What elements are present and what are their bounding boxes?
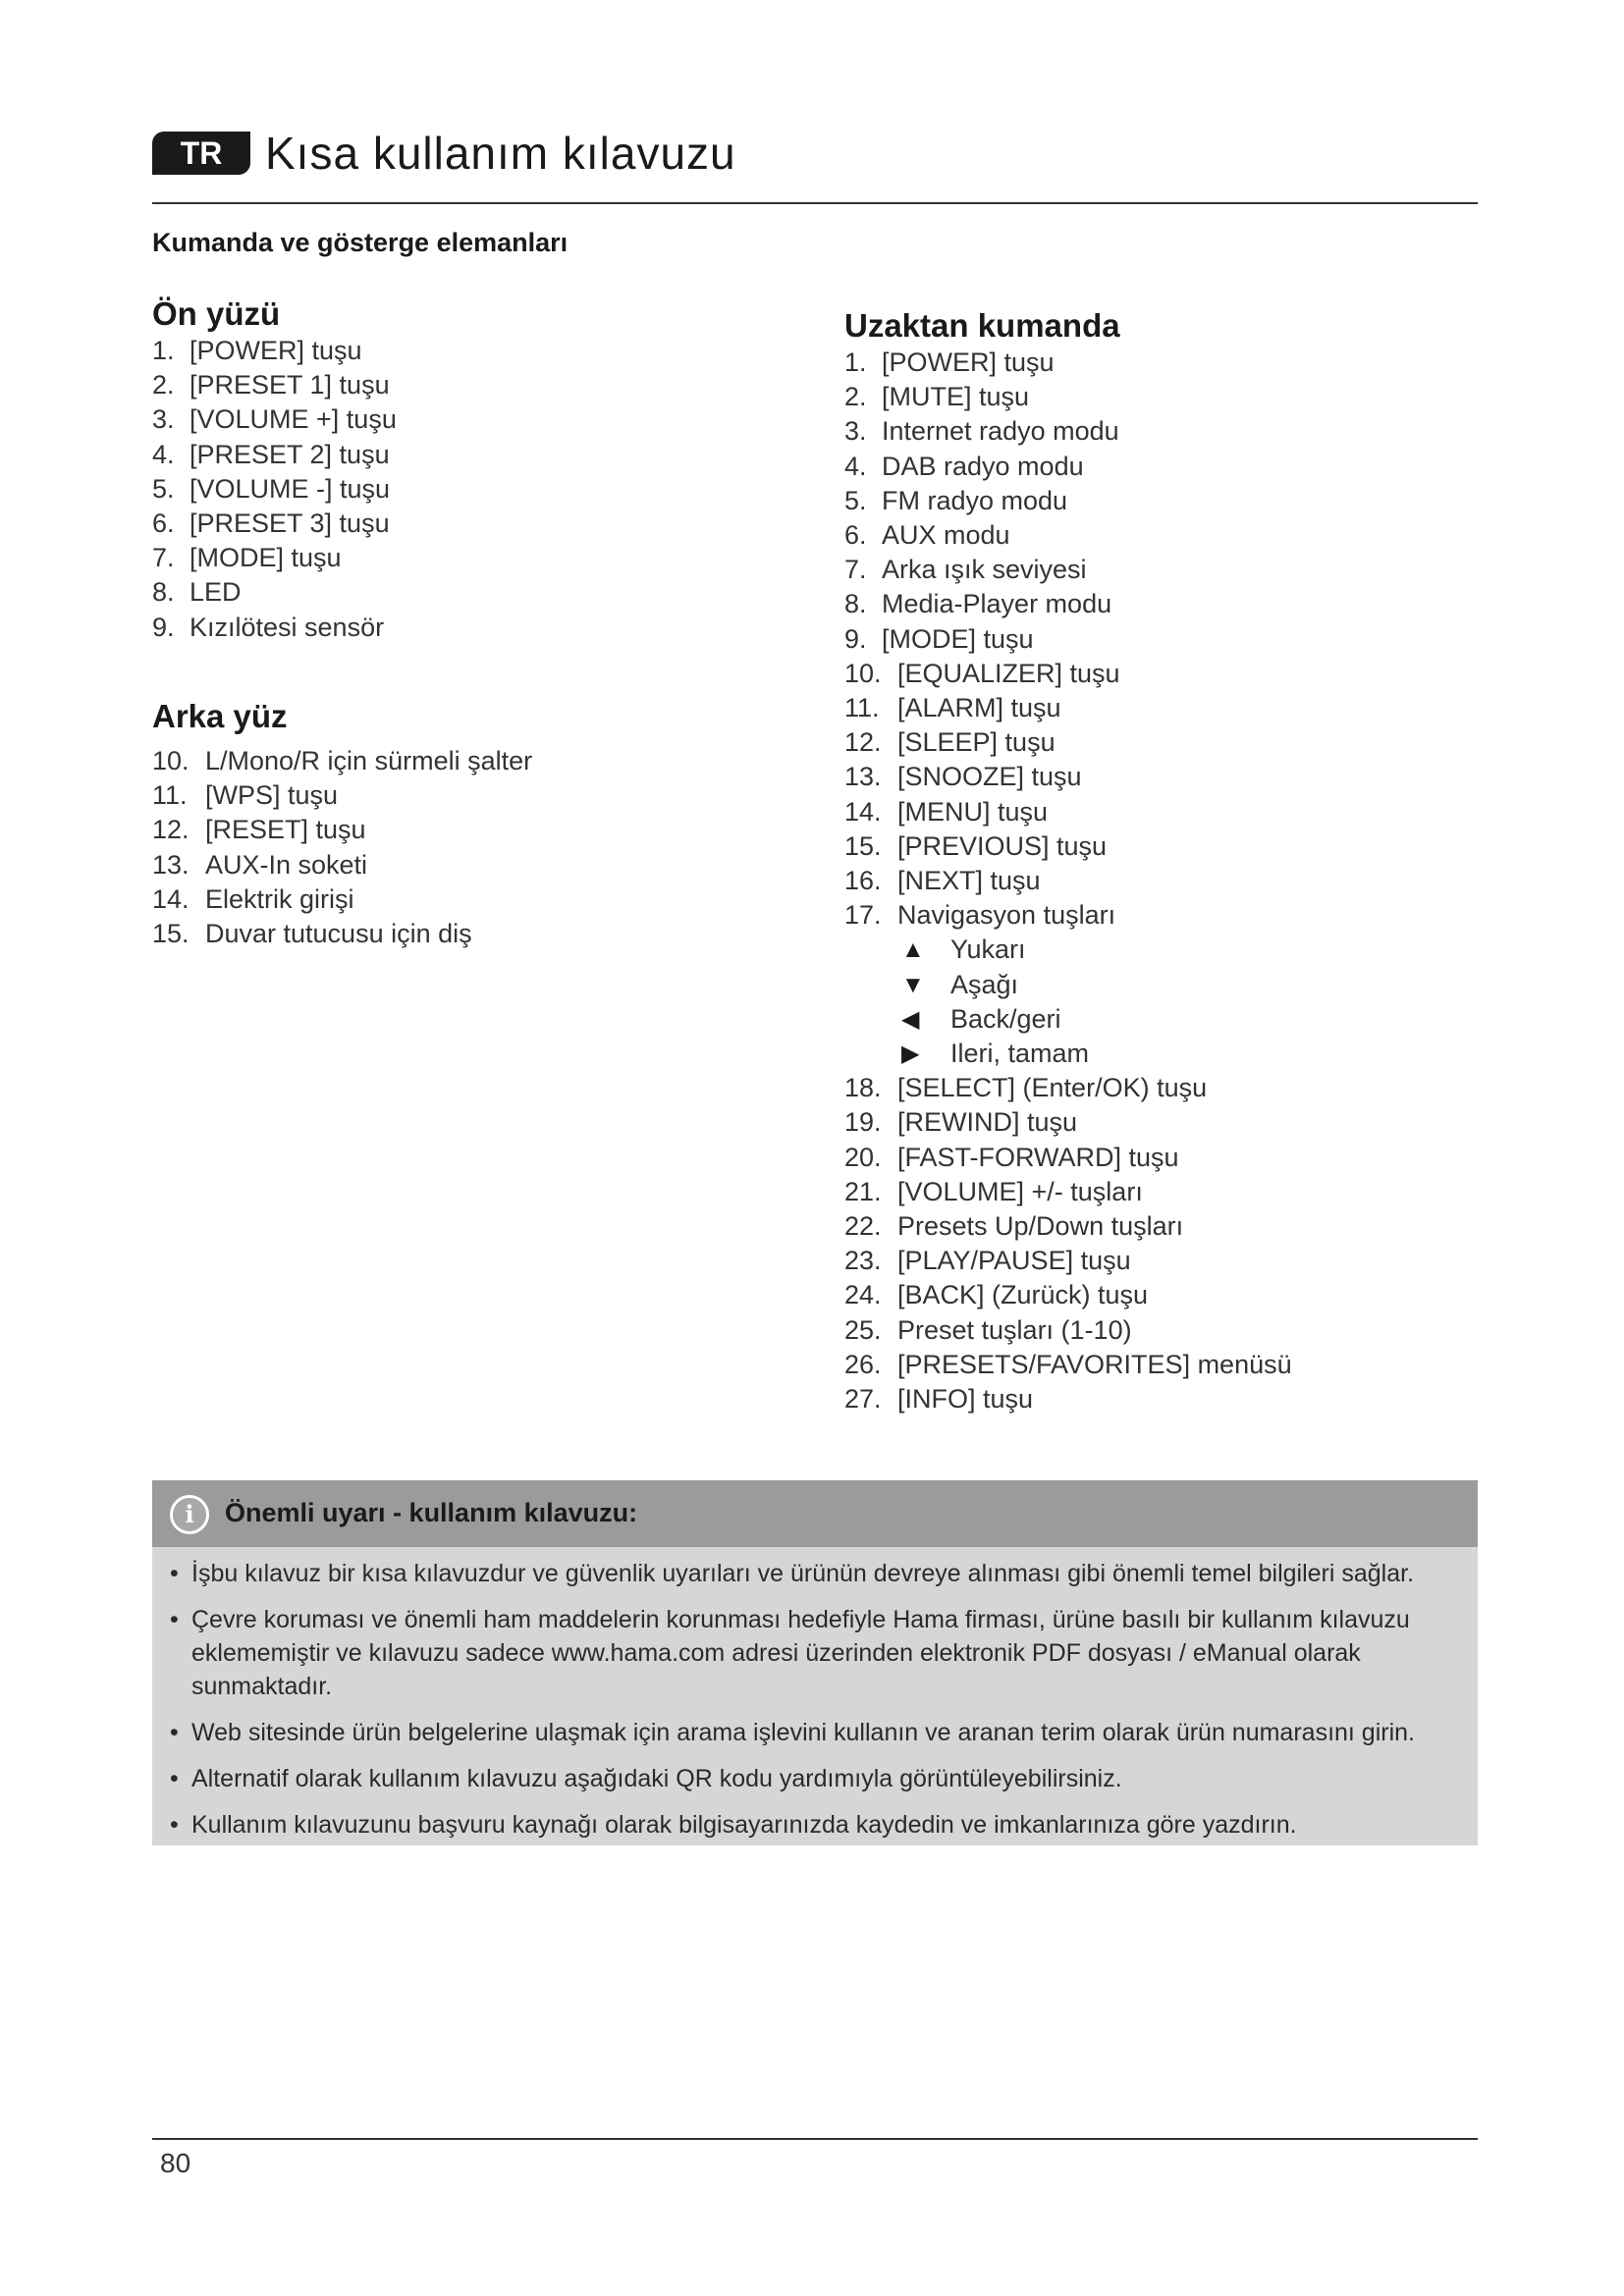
- item-text: Kızılötesi sensör: [189, 612, 385, 642]
- item-text: Elektrik girişi: [205, 883, 354, 914]
- item-text: [EQUALIZER] tuşu: [897, 658, 1120, 688]
- list-item: [844, 795, 1292, 829]
- list-item: [152, 438, 397, 472]
- nav-key-label: Aşağı: [950, 969, 1019, 999]
- list-item: [844, 657, 1292, 691]
- list-item: [152, 813, 532, 847]
- item-number: 15.: [844, 830, 882, 861]
- arrow-icon: ◀: [901, 1005, 920, 1033]
- item-text: [FAST-FORWARD] tuşu: [897, 1142, 1179, 1172]
- item-text: [MUTE] tuşu: [882, 382, 1030, 412]
- list-item: [844, 1209, 1292, 1244]
- item-text: [ALARM] tuşu: [897, 693, 1061, 723]
- item-number: 2.: [844, 382, 867, 412]
- nav-key-item: [844, 933, 1292, 967]
- item-number: 11.: [844, 693, 880, 723]
- list-item: [844, 1313, 1292, 1348]
- item-number: 19.: [844, 1107, 882, 1138]
- list-item: [844, 691, 1292, 725]
- list-item: [844, 1071, 1292, 1105]
- list-item: [844, 553, 1292, 587]
- item-number: 8.: [152, 577, 175, 608]
- remote-section: [844, 306, 1292, 1416]
- item-text: Navigasyon tuşları: [897, 900, 1116, 931]
- item-number: 1.: [844, 347, 867, 377]
- remote-list-end: [844, 1071, 1292, 1416]
- list-item: [844, 1278, 1292, 1312]
- list-item: [152, 368, 397, 402]
- nav-key-label: Ileri, tamam: [950, 1039, 1090, 1069]
- list-item: [844, 725, 1292, 760]
- item-number: 16.: [844, 866, 882, 896]
- list-item: [152, 882, 532, 917]
- item-number: 3.: [844, 416, 867, 447]
- item-text: [VOLUME +] tuşu: [189, 404, 397, 435]
- list-item: [152, 472, 397, 507]
- item-text: [SLEEP] tuşu: [897, 727, 1056, 758]
- item-number: 14.: [844, 796, 882, 827]
- list-item: [844, 864, 1292, 898]
- item-number: 22.: [844, 1211, 882, 1242]
- list-item: [844, 829, 1292, 864]
- item-number: 7.: [844, 555, 867, 585]
- item-text: [POWER] tuşu: [189, 336, 362, 365]
- item-number: 13.: [844, 762, 882, 792]
- list-item: [844, 380, 1292, 414]
- item-number: 24.: [844, 1280, 882, 1310]
- info-icon: i: [170, 1495, 209, 1534]
- list-item: [844, 1382, 1292, 1416]
- item-text: DAB radyo modu: [882, 451, 1084, 481]
- remote-list-continued: [844, 657, 1292, 934]
- item-number: 21.: [844, 1176, 882, 1206]
- item-number: 6.: [844, 520, 867, 551]
- item-number: 8.: [844, 589, 867, 619]
- item-number: 17.: [844, 900, 882, 931]
- item-text: [MODE] tuşu: [189, 543, 342, 573]
- item-number: 15.: [152, 919, 189, 949]
- item-number: 10.: [152, 746, 189, 775]
- notice-list: [170, 1557, 1466, 1854]
- item-number: 3.: [152, 404, 175, 435]
- item-number: 6.: [152, 508, 175, 539]
- remote-list: [844, 346, 1292, 657]
- nav-key-label: Yukarı: [950, 934, 1026, 965]
- nav-key-label: Back/geri: [950, 1003, 1061, 1034]
- list-item: [844, 1105, 1292, 1140]
- item-text: [BACK] (Zurück) tuşu: [897, 1280, 1149, 1310]
- item-text: [VOLUME] +/- tuşları: [897, 1176, 1143, 1206]
- item-text: Media-Player modu: [882, 589, 1112, 619]
- item-text: Duvar tutucusu için diş: [205, 919, 472, 949]
- back-section: [152, 697, 532, 951]
- section-title: Kumanda ve gösterge elemanları: [152, 228, 568, 257]
- notice-item: • Web sitesinde ürün belgelerine ulaşmak için arama işlevini kullanın ve aranan terim olarak ürün numarasını girin.: [170, 1716, 1466, 1749]
- notice-item: • İşbu kılavuz bir kısa kılavuzdur ve güvenlik uyarıları ve ürünün devreye alınması gibi önemli temel bilgileri sağlar.: [170, 1557, 1466, 1590]
- item-number: 9.: [152, 612, 175, 642]
- item-number: 4.: [152, 439, 175, 469]
- item-number: 23.: [844, 1246, 882, 1276]
- list-item: [844, 1175, 1292, 1209]
- list-item: [844, 1141, 1292, 1175]
- front-list: [152, 334, 397, 645]
- list-item: [844, 346, 1292, 380]
- list-item: [844, 1348, 1292, 1382]
- list-item: [152, 848, 532, 882]
- notice-header: [152, 1480, 1478, 1547]
- item-text: FM radyo modu: [882, 485, 1068, 515]
- item-text: [PRESET 2] tuşu: [189, 439, 390, 469]
- item-text: [WPS] tuşu: [205, 780, 339, 811]
- list-item: [844, 1244, 1292, 1278]
- item-number: 1.: [152, 336, 175, 365]
- nav-key-item: [844, 968, 1292, 1002]
- item-number: 5.: [844, 485, 867, 515]
- item-number: 25.: [844, 1314, 882, 1345]
- item-number: 2.: [152, 370, 175, 400]
- item-text: Internet radyo modu: [882, 416, 1119, 447]
- item-text: AUX-In soketi: [205, 849, 368, 880]
- list-item: [844, 484, 1292, 518]
- list-item: [844, 450, 1292, 484]
- item-text: [MENU] tuşu: [897, 796, 1049, 827]
- front-heading: Ön yüzü: [152, 295, 281, 332]
- item-number: 13.: [152, 849, 189, 880]
- list-item: [152, 507, 397, 541]
- arrow-icon: ▲: [901, 936, 925, 964]
- item-text: [POWER] tuşu: [882, 347, 1055, 377]
- item-number: 12.: [152, 815, 189, 845]
- notice-item: • Çevre koruması ve önemli ham maddelerin korunması hedefiyle Hama firması, ürüne basılı bir kullanım kılavuzu eklememiştir ve kılavuzu sadece www.hama.com adresi üzerinden elektronik PDF dosyası / eManual olarak sunmaktadır.: [170, 1603, 1466, 1703]
- item-text: [PRESETS/FAVORITES] menüsü: [897, 1349, 1292, 1379]
- item-text: [PRESET 3] tuşu: [189, 508, 390, 539]
- item-number: 18.: [844, 1073, 882, 1103]
- item-text: [SNOOZE] tuşu: [897, 762, 1082, 792]
- item-number: 26.: [844, 1349, 882, 1379]
- notice-item: • Kullanım kılavuzunu başvuru kaynağı olarak bilgisayarınızda kaydedin ve imkanlarınıza göre yazdırın.: [170, 1808, 1466, 1842]
- item-number: 5.: [152, 473, 175, 504]
- page-number: 80: [160, 2148, 191, 2178]
- item-text: LED: [189, 577, 242, 608]
- list-item: [152, 541, 397, 575]
- item-text: AUX modu: [882, 520, 1010, 551]
- footer-divider: [152, 2138, 1478, 2140]
- notice-title: Önemli uyarı - kullanım kılavuzu:: [225, 1498, 638, 1527]
- notice-item: • Alternatif olarak kullanım kılavuzu aşağıdaki QR kodu yardımıyla görüntüleyebilirsiniz.: [170, 1762, 1466, 1795]
- item-number: 14.: [152, 883, 189, 914]
- nav-key-item: [844, 1037, 1292, 1071]
- list-item: [844, 518, 1292, 553]
- list-item: [152, 402, 397, 437]
- back-list: [152, 744, 532, 951]
- nav-key-item: [844, 1002, 1292, 1037]
- list-item: [152, 611, 397, 645]
- item-number: 20.: [844, 1142, 882, 1172]
- list-item: [152, 744, 532, 778]
- item-number: 4.: [844, 451, 867, 481]
- item-number: 27.: [844, 1384, 882, 1415]
- item-text: [REWIND] tuşu: [897, 1107, 1078, 1138]
- header-divider: [152, 202, 1478, 204]
- item-text: [PLAY/PAUSE] tuşu: [897, 1246, 1131, 1276]
- item-text: [MODE] tuşu: [882, 623, 1034, 654]
- remote-heading: Uzaktan kumanda: [844, 307, 1120, 344]
- item-number: 9.: [844, 623, 867, 654]
- item-text: [SELECT] (Enter/OK) tuşu: [897, 1073, 1208, 1103]
- language-badge: TR: [152, 132, 250, 175]
- item-text: [RESET] tuşu: [205, 815, 366, 845]
- item-text: [INFO] tuşu: [897, 1384, 1034, 1415]
- list-item: [152, 334, 397, 368]
- item-text: [PRESET 1] tuşu: [189, 370, 390, 400]
- item-text: L/Mono/R için sürmeli şalter: [205, 746, 533, 775]
- list-item: [844, 414, 1292, 449]
- list-item: [152, 575, 397, 610]
- item-text: Preset tuşları (1-10): [897, 1314, 1132, 1345]
- list-item: [152, 917, 532, 951]
- list-item: [844, 898, 1292, 933]
- list-item: [844, 760, 1292, 794]
- notice-box: [152, 1480, 1478, 1845]
- item-text: [NEXT] tuşu: [897, 866, 1041, 896]
- item-number: 12.: [844, 727, 882, 758]
- arrow-icon: ▼: [901, 971, 925, 998]
- list-item: [844, 587, 1292, 621]
- front-section: [152, 294, 397, 645]
- item-number: 10.: [844, 658, 882, 688]
- list-item: [844, 622, 1292, 657]
- page-title: Kısa kullanım kılavuzu: [265, 128, 736, 179]
- item-text: Arka ışık seviyesi: [882, 555, 1087, 585]
- list-item: [152, 778, 532, 813]
- item-number: 7.: [152, 543, 175, 573]
- navigation-keys-list: [844, 933, 1292, 1071]
- arrow-icon: ▶: [901, 1041, 920, 1068]
- item-text: [VOLUME -] tuşu: [189, 473, 391, 504]
- item-number: 11.: [152, 780, 188, 811]
- back-heading: Arka yüz: [152, 698, 288, 734]
- item-text: Presets Up/Down tuşları: [897, 1211, 1184, 1242]
- item-text: [PREVIOUS] tuşu: [897, 830, 1108, 861]
